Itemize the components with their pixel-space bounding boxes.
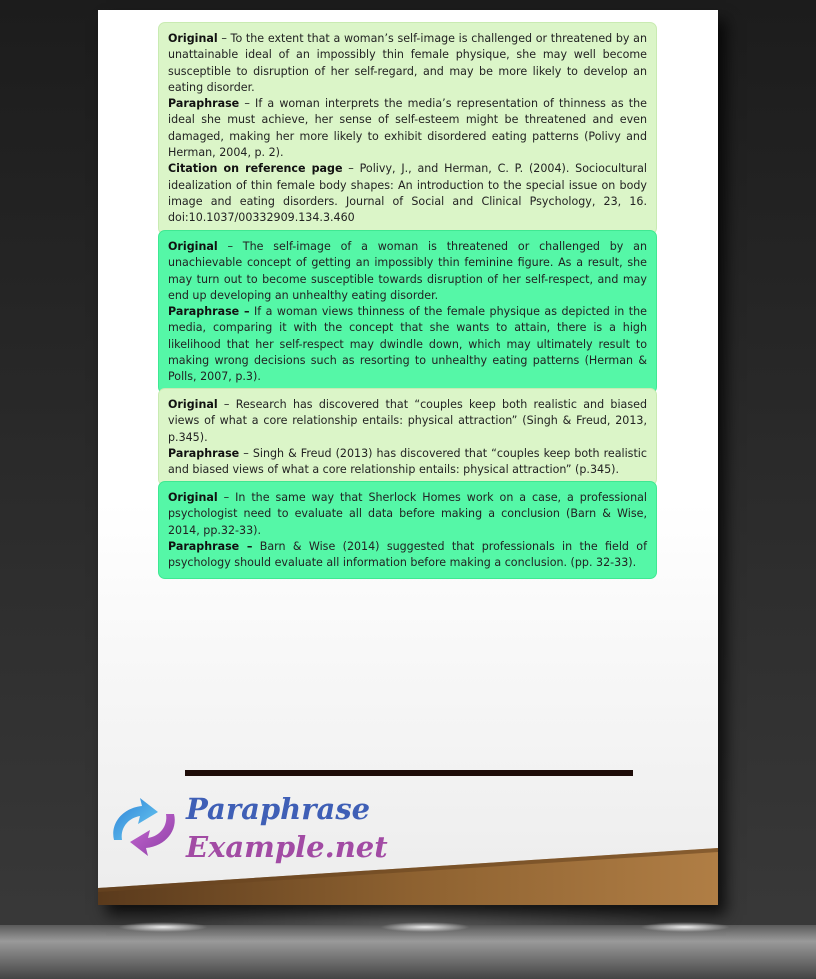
paraphrase-text: – If a woman interprets the media’s representation of thinness as the ideal she must achieve, her sense of self-esteem might be threatened and even damaged, making her more likely to exhibit disordered eating patterns (Polivy and Herman, 2004, p. 2). [168,97,647,160]
citation-text: – Polivy, J., and Herman, C. P. (2004). Sociocultural idealization of thin female body shapes: An introduction to the special issue on body image and eating disorders. Journal of Social and Clinical Psychology, 23, 16. doi:10.1037/00332909.134.3.460 [168,162,647,225]
document-page [98,10,718,905]
original-paragraph [168,239,647,304]
original-label: Original [168,491,218,504]
divider-rule [185,770,633,776]
paraphrase-paragraph [168,96,647,161]
original-text: – In the same way that Sherlock Homes work on a case, a professional psychologist need to evaluate all data before making a conclusion (Barn & Wise, 2014, pp.32-33). [168,491,647,537]
example-box-2 [158,230,657,394]
original-paragraph [168,31,647,96]
brand-logo [108,790,388,870]
floor-spotlight [380,922,470,932]
logo-text-example-net: Example.net [186,830,388,864]
logo-text-paraphrase: Paraphrase [186,792,371,826]
paraphrase-text: If a woman views thinness of the female physique as depicted in the media, comparing it with the concept that she wants to attain, there is a high likelihood that her self-respect may dwindle down, which may ultimately result to making wrong decisions such as resorting to unhealthy eating patterns (Herman & Polls, 2007, p.3). [168,305,648,384]
citation-label: Citation on reference page [168,162,343,176]
floor-spotlight [640,922,730,932]
paraphrase-paragraph [168,539,647,572]
original-label: Original [168,32,218,45]
floor-reflection [0,925,816,979]
paraphrase-text: – Singh & Freud (2013) has discovered that “couples keep both realistic and biased views of what a core relationship entails: physical attraction” (p.345). [168,446,647,477]
example-box-3 [158,388,657,486]
paraphrase-paragraph [168,446,647,479]
citation-paragraph [168,161,647,226]
paraphrase-label: Paraphrase – [168,539,253,553]
paraphrase-label: Paraphrase [168,97,240,111]
original-label: Original [168,398,218,411]
original-text: – Research has discovered that “couples keep both realistic and biased views of what a core relationship entails: physical attraction” (Singh & Freud, 2013, p.345). [168,398,647,444]
floor-spotlight [118,922,208,932]
original-text: – The self-image of a woman is threatened or challenged by an unachievable concept of getting an impossibly thin feminine figure. As a result, she may turn out to become susceptible towards disruption of her self-respect, and may end up developing an unhealthy eating disorder. [168,240,647,302]
original-paragraph [168,490,647,539]
example-box-1 [158,22,657,235]
example-box-4 [158,481,657,579]
original-paragraph [168,397,647,446]
paraphrase-paragraph [168,304,647,385]
original-label: Original [168,240,218,253]
paraphrase-label: Paraphrase – [168,305,250,319]
paraphrase-text: Barn & Wise (2014) suggested that professionals in the field of psychology should evaluate all information before making a conclusion. (pp. 32-33). [168,539,647,570]
original-text: – To the extent that a woman’s self-image is challenged or threatened by an unattainable ideal of an impossibly thin female physique, she may well become susceptible to disruption of her self-regard, and may be more likely to develop an eating disorder. [168,32,647,94]
circular-arrows-icon [108,796,180,858]
paraphrase-label: Paraphrase [168,446,240,460]
